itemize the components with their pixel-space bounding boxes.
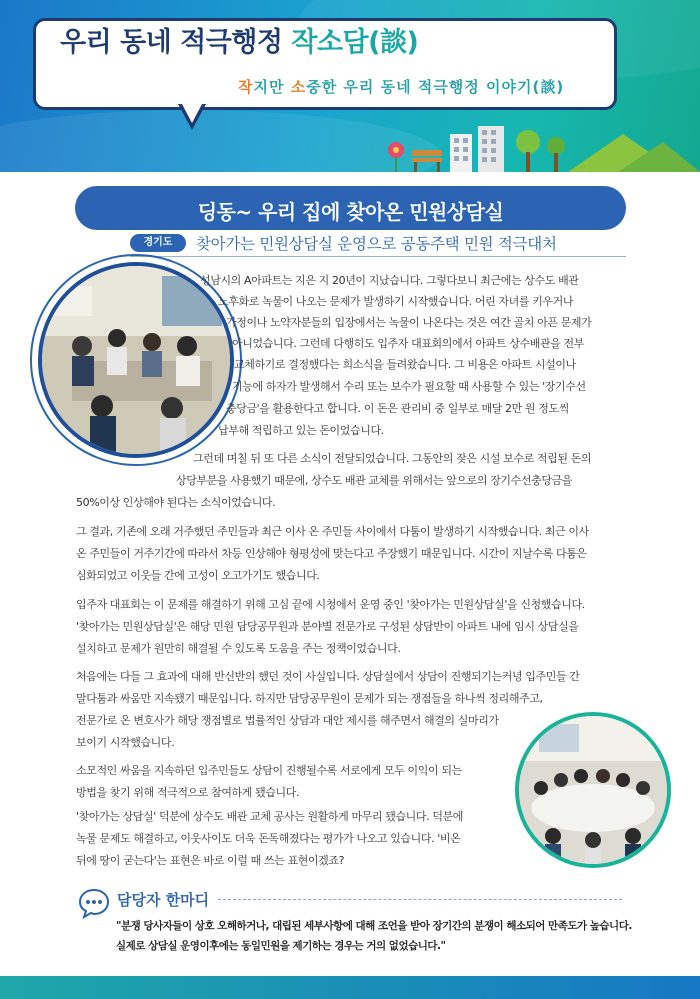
article-text-line: 설치하고 문제가 원만히 해결될 수 있도록 도움을 주는 정책이었습니다.: [76, 642, 401, 655]
subtitle-highlight: 소: [290, 78, 307, 96]
banner-wave: [0, 110, 440, 172]
article-text-line: 교체하기로 결정했다는 희소식을 들려왔습니다. 그 비용은 아파트 시설이나: [234, 358, 576, 371]
page-subtitle: [238, 76, 564, 97]
article-text-line: 납부해 적립하고 있는 돈이었습니다.: [218, 424, 384, 437]
commentary-quote-line: 실제로 상담실 운영이후에는 동일민원을 제기하는 경우는 거의 없었습니다.": [116, 940, 446, 952]
title-bubble-tail-inner: [182, 104, 202, 123]
article-text-line: 충당금'을 활용한다고 합니다. 이 돈은 관리비 중 일부로 매달 2만 원 정도씩: [226, 402, 569, 415]
tree-icon: [516, 130, 565, 172]
article-text-line: 노후화로 녹물이 나오는 문제가 발생하기 시작했습니다. 어린 자녀를 키우거나: [218, 295, 574, 308]
subheadline-divider: [130, 256, 626, 257]
article-headline: 딩동~ 우리 집에 찾아온 민원상담실: [197, 200, 504, 224]
commentary-quote-line: "분쟁 당사자들이 상호 오해하거나, 대립된 세부사항에 대해 조언을 받아 장기간의 분쟁이 해소되어 만족도가 높습니다.: [116, 920, 632, 932]
article-text-line: 심화되었고 이웃들 간에 고성이 오고가기도 했습니다.: [76, 569, 320, 582]
article-text-line: 보이기 시작했습니다.: [76, 736, 175, 749]
town-illustration: [378, 120, 700, 172]
article-text-line: 50%이상 인상해야 된다는 소식이었습니다.: [76, 496, 276, 509]
header-banner: [0, 0, 700, 172]
article-text-line: 기능에 하자가 발생해서 수리 또는 보수가 필요할 때 사용할 수 있는 '장기수선: [232, 380, 586, 393]
consultation-photo-image: [519, 716, 667, 864]
footer-bar: [0, 976, 700, 999]
subtitle-text: 중한 우리 동네 적극행정 이야기(談): [306, 78, 565, 96]
article-text-line: 말다툼과 싸움만 지속됐기 때문입니다. 하지만 담당공무원이 문제가 되는 쟁점들을 하나씩 정리해주고,: [76, 692, 543, 705]
article-text-line: 입주자 대표회는 이 문제를 해결하기 위해 고심 끝에 시청에서 운영 중인 '찾아가는 민원상담실'을 신청했습니다.: [76, 598, 585, 611]
article-text-line: 뒤에 땅이 굳는다'는 표현은 바로 이럴 때 쓰는 표현이겠죠?: [76, 854, 345, 867]
article-text-line: 온 주민들이 거주기간에 따라서 차등 인상해야 형평성에 맞는다고 주장했기 때문입니다. 시간이 지날수록 다툼은: [76, 547, 587, 560]
flower-icon: [388, 142, 404, 172]
subtitle-highlight: 작: [238, 78, 254, 96]
article-text-line: 방법을 찾기 위해 적극적으로 참여하게 됐습니다.: [76, 786, 300, 799]
consultation-photo: [515, 712, 671, 868]
article-text-line: 성남시의 A아파트는 지은 지 20년이 지났습니다. 그렇다보니 최근에는 상수도 배관: [200, 274, 579, 287]
region-tag: 경기도: [130, 234, 186, 252]
article-text-line: 그런데 며칠 뒤 또 다른 소식이 전달되었습니다. 그동안의 잦은 시설 보수로 적립된 돈의: [193, 452, 592, 465]
page-title: [60, 20, 418, 59]
article-text-line: 전문가로 온 변호사가 해당 쟁점별로 법률적인 상담과 대안 제시를 해주면서 해결의 실마리가: [76, 714, 499, 727]
article-text-line: 상당부분을 사용했기 때문에, 상수도 배관 교체를 위해서는 앞으로의 장기수선충당금을: [176, 474, 573, 487]
subtitle-text: 지만: [253, 78, 291, 96]
speech-bubble-icon: [78, 887, 110, 919]
page-title-main: 우리 동네 적극행정: [60, 27, 292, 58]
article-text-line: 소모적인 싸움을 지속하던 입주민들도 상담이 진행될수록 서로에게 모두 이익이 되는: [76, 764, 462, 777]
article-text-line: 그 결과, 기존에 오래 거주했던 주민들과 최근 이사 온 주민들 사이에서 다툼이 발생하기 시작했습니다. 최근 이사: [76, 525, 589, 538]
article-text-line: 처음에는 다들 그 효과에 대해 반신반의 했던 것이 사실입니다. 상담실에서 상담이 진행되기는커녕 입주민들 간: [76, 670, 580, 683]
article-subheadline: 찾아가는 민원상담실 운영으로 공동주택 민원 적극대처: [196, 235, 557, 253]
mountain-icon: [568, 134, 700, 172]
meeting-photo-image: [42, 266, 230, 454]
commentary-title: 담당자 한마디: [117, 891, 210, 909]
article-text-line: 녹물 문제도 해결하고, 이웃사이도 더욱 돈독해졌다는 평가가 나오고 있습니다. '비온: [76, 832, 461, 845]
article-text-line: '찾아가는 상담실' 덕분에 상수도 배관 교체 공사는 원활하게 마무리 됐습니다. 덕분에: [76, 810, 463, 823]
bench-icon: [412, 150, 442, 172]
article-text-line: 아니었습니다. 그런데 다행히도 입주자 대표회의에서 아파트 상수배관을 전부: [232, 337, 585, 350]
building-icon: [450, 126, 504, 172]
commentary-divider: [218, 899, 622, 900]
article-text-line: 가정이나 노약자분들의 입장에서는 녹물이 나온다는 것은 여간 골치 아픈 문제가: [226, 316, 592, 329]
page-title-accent: 작소담(談): [291, 27, 419, 58]
article-text-line: '찾아가는 민원상담실'은 해당 민원 담당공무원과 분야별 전문가로 구성된 상담반이 아파트 내에 임시 상담실을: [76, 620, 579, 633]
